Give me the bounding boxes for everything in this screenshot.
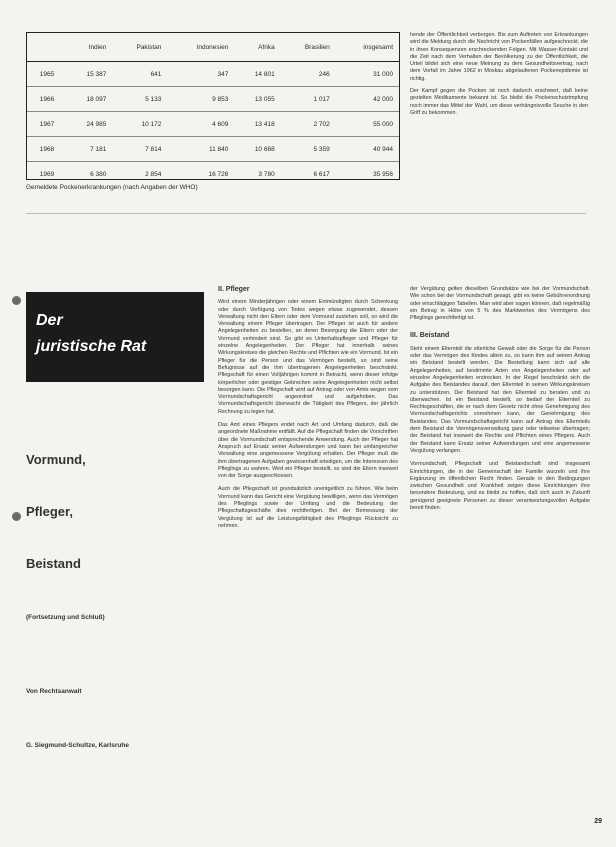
value-cell: 4 609 (167, 112, 234, 137)
continuation-note: (Fortsetzung und Schluß) (26, 614, 105, 621)
value-cell: 5 133 (112, 87, 167, 112)
value-cell: 13 055 (234, 87, 280, 112)
value-cell: 16 726 (208, 170, 229, 178)
value-cell: 2 702 (281, 112, 336, 137)
title-line-1: Der (36, 312, 63, 329)
paragraph: Steht einem Elternteil die elterliche Gewalt oder die Sorge für die Person oder das Vermögen des Kindes allein zu, so kann ihm auf seinen Antrag ein Beistand bestellt werden. Die Bestellung kann sich auf alle Angelegenheiten, auf bestimmte Arten von Angelegenheiten oder auf einzelne Angelegenheiten erstrecken. In der Regel beschränkt sich die Aufgabe des Beistandes darauf, den Elternteil in seinen Wirkungskreisen zu unterstützen. Der Beistand hat den Elternteil zu beraten und zu überwachen. Ist ein Beistand bestellt, so bedarf der Elternteil zu Rechtsgeschäften, die er nach dem Gesetz nicht ohne Genehmigung des Vormundschaftsgerichts vornehmen kann, der Genehmigung des Beistandes. Das Vormundschaftsgericht kann auf Antrag des Elternteils dem Beistand die Vermögensverwaltung ganz oder teilweise übertragen; der Beistand hat insoweit die Rechte und Pflichten eines Pflegers. Auch der Beistand kann Ersatz seiner Aufwendungen und eine angemessene Vergütung verlangen. (410, 345, 590, 454)
column-header: Indonesien (167, 33, 234, 62)
value-cell: 24 985 (66, 112, 112, 137)
table-body (27, 62, 399, 187)
paragraph: Das Amt eines Pflegers endet nach Art und Umfang dadurch, daß die angeordnete Maßnahme entfällt. Auf die Pflegschaft finden die Vorschriften über die Vormundschaft entsprechende Anwendung. Auch der Pfleger hat Anspruch auf Ersatz seiner Aufwendungen und kann bei umfangreicher Verwaltung eine angemessene Vergütung erhalten. Der Pfleger muß die ihm übertragenen Aufgaben gewissenhaft erledigen, um die Interessen des Pfleglings zu wahren. Wird ein Pfleger bestellt, so sind die Eltern insoweit von der Sorge ausgeschlossen. (218, 422, 398, 480)
headline-word: Beistand (26, 556, 81, 571)
value-cell: 7 181 (66, 137, 112, 162)
table-row (27, 87, 399, 112)
table-row (27, 162, 399, 187)
value-cell: 9 853 (167, 87, 234, 112)
middle-column (218, 286, 398, 530)
value-cell: 3 780 (258, 170, 275, 178)
value-cell: 10 172 (112, 112, 167, 137)
value-cell: 1 017 (281, 87, 336, 112)
right-column (410, 286, 590, 512)
column-header: Indien (66, 33, 112, 62)
value-cell: 10 668 (234, 137, 280, 162)
value-cell: 5 359 (281, 137, 336, 162)
year-cell: 1967 (27, 112, 66, 137)
value-cell: 13 418 (234, 112, 280, 137)
article-title-box (26, 292, 204, 382)
paragraph: Vormundschaft, Pflegschaft und Beistandschaft sind insgesamt Einrichtungen, die in der Gemeinschaft der Familie wurzeln und ihre Ergänzung im öffentlichen Recht finden. Gerade in den Bedingungen zwischen Gesundheit und Krankheit zeigen diese Einrichtungen ihre besondere Bedeutung, und es bleibt zu hoffen, daß sich auch in Zukunft genügend geeignete Personen zu dieser verantwortungsvollen Aufgabe bereit finden. (410, 461, 590, 512)
paragraph: Auch die Pflegschaft ist grundsätzlich unentgeltlich zu führen. Wie beim Vormund kann das Gericht eine Vergütung bewilligen, wenn das Vermögen des Pfleglings sowie der Umfang und die Bedeutung der Pflegschaftsgeschäfte dies rechtfertigen. Bei der Bemessung der Vergütung ist auf die Leistungsfähigkeit des Pfleglings Rücksicht zu nehmen. (218, 486, 398, 529)
value-cell: 641 (112, 62, 167, 87)
column-header: Pakistan (112, 33, 167, 62)
paragraph: hende der Öffentlichkeit verborgen. Bis zum Auftreten von Erkrankungen wird die Meldung durch die Nachricht von Pockenfällen aufgeschreckt, die in ihren Konsequenzen erschreckenden Folgen. Mit Wasser-Kontakt und die Zeit nach dem Verhalten der Bevölkerung zu der Öffentlichkeit, die Urteil bildet sich eine neue Meinung zu dem Gesundheitsvertrag, nach dem Vorfall im Jahre 1962 in Moskau abgelaufenen Pockenepidemie ist richtig. (410, 32, 588, 82)
smallpox-table (26, 32, 400, 180)
data-table (27, 33, 399, 186)
page-number: 29 (594, 818, 602, 825)
year-cell: 1969 (39, 170, 55, 178)
value-cell: 15 387 (66, 62, 112, 87)
value-cell: 31 000 (336, 62, 399, 87)
headline-word: Vormund, (26, 452, 86, 467)
byline: Von Rechtsanwalt (26, 688, 82, 695)
year-cell: 1965 (27, 62, 66, 87)
column-header: Afrika (234, 33, 280, 62)
punch-hole (12, 296, 21, 305)
top-right-column (410, 32, 588, 117)
year-cell: 1968 (27, 137, 66, 162)
value-cell: 14 801 (234, 62, 280, 87)
section-heading: III. Beistand (410, 332, 450, 340)
paragraph: Wird einem Minderjährigen oder einem Entmündigten durch Schenkung oder durch Verfügung von Todes wegen etwas zugewendet, dessen Verwaltung nicht den Eltern oder dem Vormund zustehen soll, so wird die Verwaltung einem Pfleger übertragen. Der Pfleger ist auch für andere Angelegenheiten zu bestellen, an deren Besorgung die Eltern oder der Vormund verhindert sind. So gibt es Unterhaltspfleger und Pfleger für einzelne Angelegenheiten. Der Pfleger hat innerhalb seines Wirkungskreises die gleichen Rechte und Pflichten wie ein Vormund. Ist ein Pfleger für die Person und das Vermögen bestellt, so sind seine Befugnisse auf die ihm übertragenen Angelegenheiten beschränkt. Pflegschaft für einen Volljährigen kommt in Betracht, wenn dieser infolge körperlicher oder geistiger Gebrechen seine Angelegenheiten nicht selbst besorgen kann. Die Pflegschaft wird auf Antrag oder von Amts wegen vom Vormundschaftsgericht angeordnet und aufgehoben. Das Vormundschaftsgericht überwacht die Tätigkeit des Pflegers, der jährlich Rechnung zu legen hat. (218, 299, 398, 415)
column-header (27, 33, 66, 62)
author-name: G. Siegmund-Schultze, Karlsruhe (26, 742, 129, 749)
column-header: insgesamt (336, 33, 399, 62)
value-cell: 35 956 (373, 170, 393, 178)
table-row (27, 137, 399, 162)
table-row (27, 62, 399, 87)
value-cell: 6 617 (313, 170, 330, 178)
value-cell: 2 854 (145, 170, 162, 178)
year-cell: 1966 (27, 87, 66, 112)
value-cell: 18 097 (66, 87, 112, 112)
value-cell: 40 944 (336, 137, 399, 162)
value-cell: 347 (167, 62, 234, 87)
value-cell: 11 840 (167, 137, 234, 162)
value-cell: 7 814 (112, 137, 167, 162)
divider (26, 213, 586, 214)
column-header: Brasilien (281, 33, 336, 62)
table-caption: Gemeldete Pockenerkrankungen (nach Angaben der WHO) (26, 184, 198, 191)
value-cell: 246 (281, 62, 336, 87)
punch-hole (12, 512, 21, 521)
section-heading: II. Pfleger (218, 286, 250, 293)
headline-word: Pfleger, (26, 504, 73, 519)
title-line-2: juristische Rat (36, 338, 147, 355)
value-cell: 42 000 (336, 87, 399, 112)
paragraph: der Vergütung gelten dieselben Grundsätze wie bei der Vormundschaft. Wie schon bei der Vormundschaft gesagt, gibt es keine Gebührenordnung oder einschlägigen Tabellen. Man wird aber sagen können, daß regelmäßig ein Betrag in Höhe von 5 % des Marktwertes des Vermögens des Pfleglings gerechtfertigt ist. (410, 286, 590, 322)
paragraph: Der Kampf gegen die Pocken ist noch dadurch erschwert, daß keine gezielten Medikamente bekannt ist. So bleibt die Pockenschutzimpfung noch immer das Mittel der Wahl, um diese verhängnisvolle Seuche in den Griff zu bekommen. (410, 88, 588, 116)
table-row (27, 112, 399, 137)
value-cell: 55 000 (336, 112, 399, 137)
value-cell: 6 380 (90, 170, 107, 178)
table-header-row (27, 33, 399, 62)
